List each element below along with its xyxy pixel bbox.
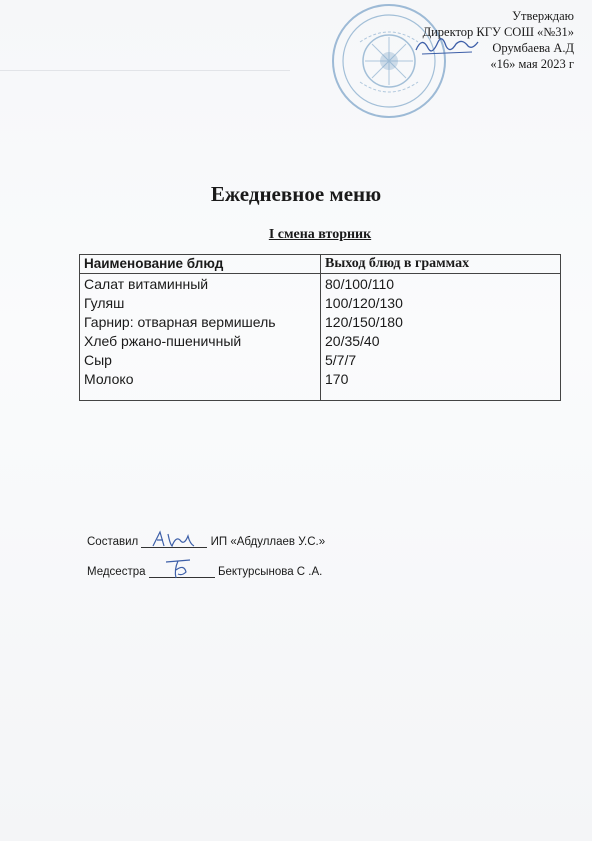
page-title: Ежедневное меню	[210, 182, 382, 206]
portion-item: 20/35/40	[325, 333, 380, 349]
compiler-signature-icon	[150, 528, 196, 550]
approval-block	[423, 8, 574, 72]
portion-item: 5/7/7	[325, 352, 357, 368]
approval-heading: Утверждаю	[512, 9, 574, 23]
header-portion: Выход блюд в граммах	[321, 255, 561, 274]
dish-item: Сыр	[84, 352, 112, 368]
compiled-name: ИП «Абдуллаев У.С.»	[210, 536, 326, 548]
portion-item: 100/120/130	[325, 295, 403, 311]
page-subtitle: I смена вторник	[268, 227, 372, 242]
approval-date: «16» мая 2023 г	[490, 57, 574, 71]
nurse-line	[87, 566, 322, 578]
compiled-by-line	[87, 536, 325, 548]
folder-flap	[0, 0, 290, 71]
dish-list-cell	[80, 274, 321, 401]
compiled-label: Составил	[87, 536, 139, 548]
portion-item: 80/100/110	[325, 276, 395, 292]
portion-list-cell	[321, 274, 561, 401]
nurse-name: Бектурсынова С .А.	[217, 566, 323, 578]
nurse-signature-icon	[160, 556, 200, 580]
dish-item: Молоко	[84, 371, 134, 387]
approval-name: Орумбаева А.Д	[492, 41, 574, 55]
dish-item: Гарнир: отварная вермишель	[84, 314, 276, 330]
table-row	[80, 274, 561, 401]
portion-item: 170	[325, 371, 349, 387]
table-header-row	[80, 255, 561, 274]
dish-item: Хлеб ржано-пшеничный	[84, 333, 242, 349]
menu-table	[79, 254, 561, 401]
nurse-label: Медсестра	[87, 566, 146, 578]
dish-item: Салат витаминный	[84, 276, 209, 292]
approval-position: Директор КГУ СОШ «№31»	[422, 25, 574, 39]
header-dish-name: Наименование блюд	[80, 255, 321, 274]
dish-item: Гуляш	[84, 295, 125, 311]
portion-item: 120/150/180	[325, 314, 403, 330]
